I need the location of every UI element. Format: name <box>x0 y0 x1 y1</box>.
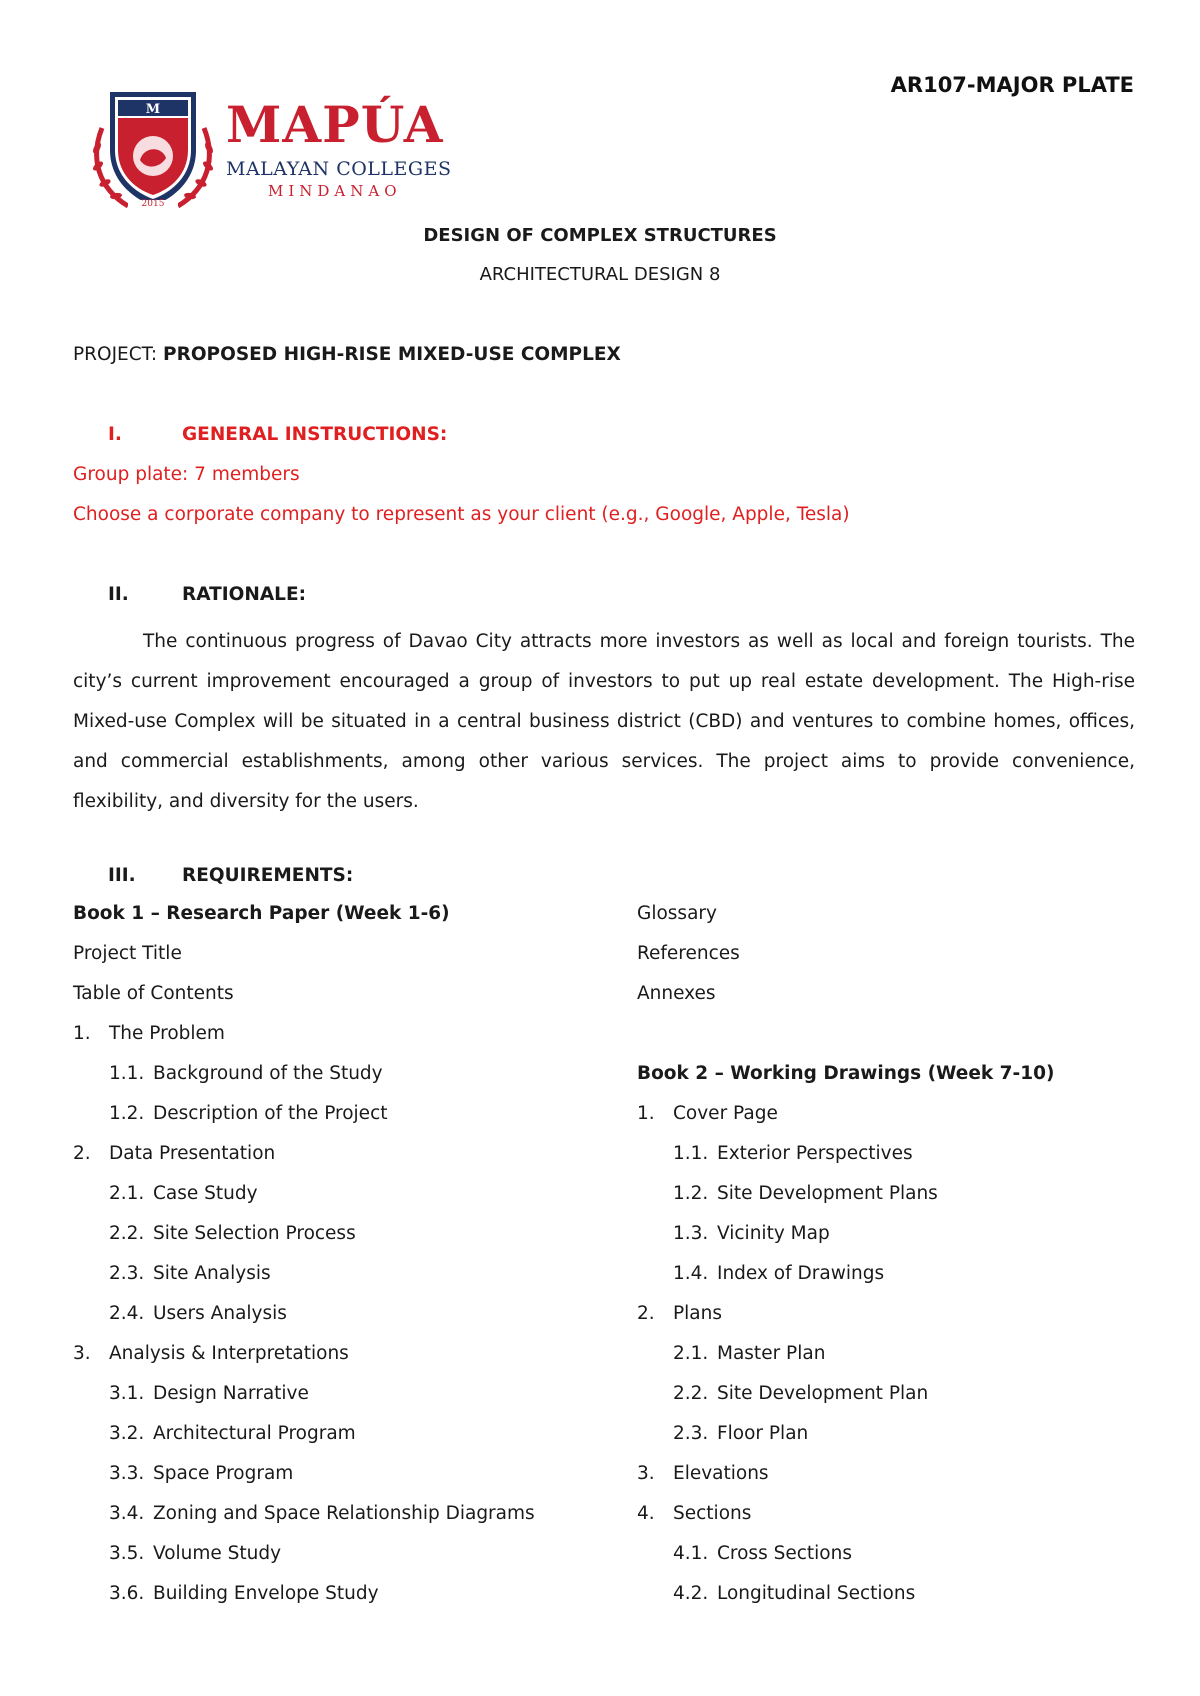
list-item-number: 2.3. <box>109 1263 145 1284</box>
list-item-number: 2. <box>73 1143 91 1164</box>
list-item-number: 2.1. <box>673 1343 709 1364</box>
list-item-number: 3.5. <box>109 1543 145 1564</box>
list-item-text: Analysis & Interpretations <box>109 1343 349 1364</box>
list-item <box>73 1494 593 1534</box>
list-item-number: 1. <box>73 1023 91 1044</box>
rationale-paragraph <box>73 622 1135 822</box>
svg-text:M: M <box>145 102 161 117</box>
section-heading-requirements: REQUIREMENTS: <box>182 865 354 886</box>
list-item-number: 3.2. <box>109 1423 145 1444</box>
list-item-text: Data Presentation <box>109 1143 276 1164</box>
list-item-text: Case Study <box>153 1183 258 1204</box>
list-item <box>73 1454 593 1494</box>
list-item <box>73 1054 593 1094</box>
list-item-text: Elevations <box>673 1463 769 1484</box>
list-item-number: 2.4. <box>109 1303 145 1324</box>
logo-wordmark: MAPÚA <box>226 95 444 154</box>
list-item-number: 2.2. <box>673 1383 709 1404</box>
list-item-text: Space Program <box>153 1463 294 1484</box>
list-item-number: 1.1. <box>673 1143 709 1164</box>
logo-campus: MINDANAO <box>268 182 402 200</box>
list-item-text: Building Envelope Study <box>153 1583 379 1604</box>
document-subtitle: ARCHITECTURAL DESIGN 8 <box>479 264 721 285</box>
list-item <box>637 1574 1157 1614</box>
section-heading-general: GENERAL INSTRUCTIONS: <box>182 424 448 445</box>
list-item: Glossary <box>637 903 717 924</box>
list-item-number: 2.3. <box>673 1423 709 1444</box>
list-item-number: 1.1. <box>109 1063 145 1084</box>
list-item <box>637 1374 1157 1414</box>
project-line <box>73 343 621 367</box>
list-item <box>73 1574 593 1614</box>
list-item-text: Background of the Study <box>153 1063 383 1084</box>
book1-list <box>73 934 593 1614</box>
project-name: PROPOSED HIGH-RISE MIXED-USE COMPLEX <box>163 344 621 365</box>
list-item: Annexes <box>637 983 716 1004</box>
list-item-text: Master Plan <box>717 1343 826 1364</box>
list-item-text: Sections <box>673 1503 752 1524</box>
list-item-text: Vicinity Map <box>717 1223 830 1244</box>
list-item <box>637 1134 1157 1174</box>
list-item-text: Cover Page <box>673 1103 778 1124</box>
list-item-number: 3. <box>637 1463 655 1484</box>
list-item-number: 2.1. <box>109 1183 145 1204</box>
spacer <box>637 1014 1157 1054</box>
list-item-text: Zoning and Space Relationship Diagrams <box>153 1503 535 1524</box>
list-item <box>73 1094 593 1134</box>
list-item-text: Project Title <box>73 943 182 964</box>
list-item-text: Site Development Plans <box>717 1183 938 1204</box>
list-item <box>637 1334 1157 1374</box>
book2-column <box>637 894 1157 1614</box>
list-item-text: Design Narrative <box>153 1383 309 1404</box>
book1-heading: Book 1 – Research Paper (Week 1-6) <box>73 903 450 924</box>
list-item <box>73 1374 593 1414</box>
list-item <box>637 1094 1157 1134</box>
list-item-number: 3.6. <box>109 1583 145 1604</box>
list-item-number: 2. <box>637 1303 655 1324</box>
list-item-number: 3.4. <box>109 1503 145 1524</box>
list-item <box>73 1014 593 1054</box>
list-item <box>73 1294 593 1334</box>
section-numeral-requirements: III. <box>108 865 136 886</box>
list-item <box>73 974 593 1014</box>
list-item <box>637 1294 1157 1334</box>
list-item-number: 3.3. <box>109 1463 145 1484</box>
list-item <box>73 1214 593 1254</box>
rationale-text: The continuous progress of Davao City attracts more investors as well as local and foreign tourists. The city’s current improvement encouraged a group of investors to put up real estate development. The High-rise Mixed-use Complex will be situated in a central business district (CBD) and ventures to combine homes, offices, and commercial establishments, among other various services. The project aims to provide convenience, flexibility, and diversity for the users. <box>73 631 1135 812</box>
project-label: PROJECT: <box>73 344 164 365</box>
instruction-line: Choose a corporate company to represent as your client (e.g., Google, Apple, Tesla) <box>73 504 850 525</box>
document-title: DESIGN OF COMPLEX STRUCTURES <box>423 225 777 246</box>
list-item-text: Volume Study <box>153 1543 282 1564</box>
list-item-text: The Problem <box>109 1023 225 1044</box>
list-item-text: Index of Drawings <box>717 1263 885 1284</box>
list-item-text: Site Development Plan <box>717 1383 929 1404</box>
list-item-text: Description of the Project <box>153 1103 388 1124</box>
list-item <box>637 1174 1157 1214</box>
list-item-number: 3.1. <box>109 1383 145 1404</box>
list-item <box>637 1214 1157 1254</box>
list-item-text: Floor Plan <box>717 1423 809 1444</box>
section-numeral-general: I. <box>108 424 122 445</box>
logo-subtitle: MALAYAN COLLEGES <box>226 158 452 180</box>
list-item-number: 4. <box>637 1503 655 1524</box>
list-item <box>637 1534 1157 1574</box>
list-item-number: 4.2. <box>673 1583 709 1604</box>
list-item-number: 1.3. <box>673 1223 709 1244</box>
list-item-number: 3. <box>73 1343 91 1364</box>
list-item <box>73 1534 593 1574</box>
list-item-number: 1. <box>637 1103 655 1124</box>
list-item-number: 1.2. <box>109 1103 145 1124</box>
list-item-text: Exterior Perspectives <box>717 1143 913 1164</box>
instruction-line: Group plate: 7 members <box>73 464 300 485</box>
list-item-number: 1.2. <box>673 1183 709 1204</box>
list-item-text: Site Selection Process <box>153 1223 356 1244</box>
list-item-number: 2.2. <box>109 1223 145 1244</box>
book1-column <box>73 894 593 1614</box>
list-item <box>637 1254 1157 1294</box>
list-item-number: 4.1. <box>673 1543 709 1564</box>
list-item <box>73 1414 593 1454</box>
list-item <box>73 1174 593 1214</box>
list-item-text: Site Analysis <box>153 1263 271 1284</box>
course-code: AR107-MAJOR PLATE <box>890 73 1134 97</box>
book2-heading: Book 2 – Working Drawings (Week 7-10) <box>637 1063 1055 1084</box>
list-item-number: 1.4. <box>673 1263 709 1284</box>
list-item-text: Table of Contents <box>73 983 234 1004</box>
list-item: References <box>637 943 740 964</box>
list-item-text: Longitudinal Sections <box>717 1583 916 1604</box>
section-numeral-rationale: II. <box>108 584 129 605</box>
book2-list <box>637 1094 1157 1614</box>
list-item <box>637 1494 1157 1534</box>
list-item <box>73 1134 593 1174</box>
list-item-text: Cross Sections <box>717 1543 852 1564</box>
logo-year: 2015 <box>141 199 165 209</box>
list-item <box>73 1254 593 1294</box>
list-item <box>637 1414 1157 1454</box>
section-heading-rationale: RATIONALE: <box>182 584 306 605</box>
list-item <box>73 934 593 974</box>
school-logo <box>88 88 468 216</box>
list-item-text: Users Analysis <box>153 1303 287 1324</box>
list-item <box>73 1334 593 1374</box>
list-item-text: Architectural Program <box>153 1423 356 1444</box>
list-item-text: Plans <box>673 1303 722 1324</box>
crest-icon <box>88 88 218 216</box>
list-item <box>637 1454 1157 1494</box>
